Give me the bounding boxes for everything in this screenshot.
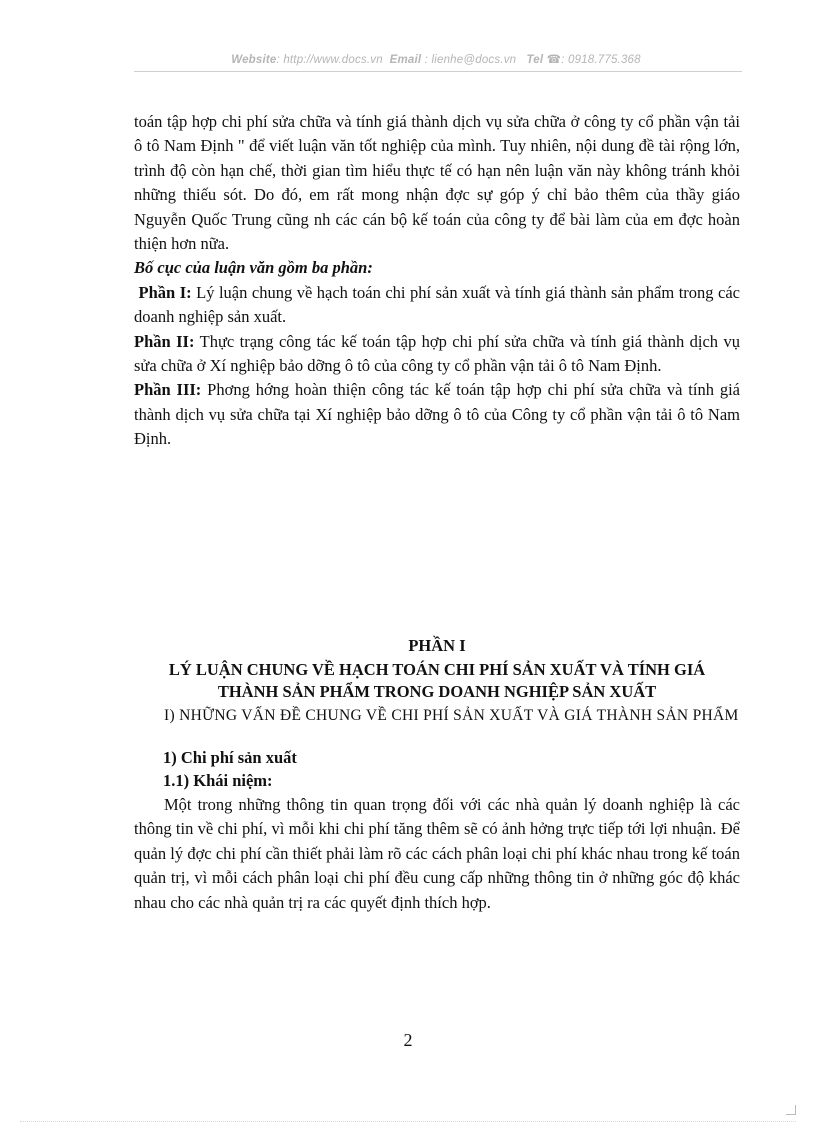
section-heading: I) NHỮNG VẤN ĐỀ CHUNG VỀ CHI PHÍ SẢN XUẤT VÀ GIÁ THÀNH SẢN PHẨM: [164, 707, 739, 724]
tel-value: : 0918.775.368: [561, 54, 641, 66]
page-bottom-border: [20, 1121, 796, 1122]
outline-part-2: [134, 330, 740, 379]
part-3-label: Phần III:: [134, 380, 202, 400]
website-value[interactable]: : http://www.docs.vn: [276, 54, 383, 66]
part-1-label: Phần I:: [138, 282, 192, 302]
page-corner-mark: [786, 1105, 796, 1115]
page-number: 2: [403, 1030, 413, 1050]
website-label: Website: [231, 54, 277, 66]
sub-heading-1: 1) Chi phí sản xuất: [163, 748, 297, 767]
sub-heading-2: 1.1) Khái niệm:: [163, 771, 273, 790]
chapter-title-line-2: THÀNH SẢN PHẨM TRONG DOANH NGHIỆP SẢN XUẤT: [217, 682, 657, 701]
phone-icon: ☎: [546, 54, 562, 66]
email-value[interactable]: : lienhe@docs.vn: [421, 54, 517, 66]
chapter-title-line-1: LÝ LUẬN CHUNG VỀ HẠCH TOÁN CHI PHÍ SẢN XUẤT VÀ TÍNH GIÁ: [168, 660, 706, 679]
email-label: Email: [389, 54, 422, 66]
tel-label: Tel: [526, 54, 544, 66]
part-heading: PHẦN I: [408, 636, 466, 655]
intro-paragraph: toán tập hợp chi phí sửa chữa và tính giá thành dịch vụ sửa chữa ở công ty cổ phần vận tải ô tô Nam Định " để viết luận văn tốt nghiệp của mình. Tuy nhiên, nội dung đề tài rộng lớn, trình độ còn hạn chế, thời gian tìm hiểu thực tế có hạn nên luận văn này không tránh khỏi những thiếu sót. Do đó, em rất mong nhận đợc sự góp ý chỉ bảo thêm của thầy giáo Nguyễn Quốc Trung cũng nh các cán bộ kế toán của công ty để bài làm của em đợc hoàn thiện hơn nữa.: [134, 112, 740, 254]
part-2-label: Phần II:: [134, 331, 195, 351]
concept-paragraph: Một trong những thông tin quan trọng đối với các nhà quản lý doanh nghiệp là các thông tin về chi phí, vì mỗi khi chi phí tăng thêm sẽ có ảnh hởng trực tiếp tới lợi nhuận. Để quản lý đợc chi phí cần thiết phải làm rõ các cách phân loại chi phí khác nhau trong kế toán quản trị, vì mỗi cách phân loại chi phí đều cung cấp những thông tin ở những góc độ khác nhau cho các nhà quản trị ra các quyết định thích hợp.: [134, 795, 740, 912]
part-1-text: Lý luận chung về hạch toán chi phí sản xuất và tính giá thành sản phẩm trong các doanh nghiệp sản xuất.: [134, 282, 741, 327]
outline-part-1: [134, 281, 740, 330]
outline-part-3: [134, 378, 740, 451]
header-divider: [134, 71, 742, 72]
intro-section: [134, 110, 740, 452]
page-header: [130, 52, 742, 66]
part-2-text: Thực trạng công tác kế toán tập hợp chi phí sửa chữa và tính giá thành dịch vụ sửa chữa ở Xí nghiệp bảo dỡng ô tô của công ty cổ phần vận tải ô tô Nam Định.: [134, 331, 740, 376]
outline-title: Bố cục của luận văn gồm ba phần:: [134, 258, 373, 278]
part-3-text: Phơng hớng hoàn thiện công tác kế toán tập hợp chi phí sửa chữa và tính giá thành dịch vụ sửa chữa tại Xí nghiệp bảo dỡng ô tô của Công ty cổ phần vận tải ô tô Nam Định.: [134, 380, 740, 449]
